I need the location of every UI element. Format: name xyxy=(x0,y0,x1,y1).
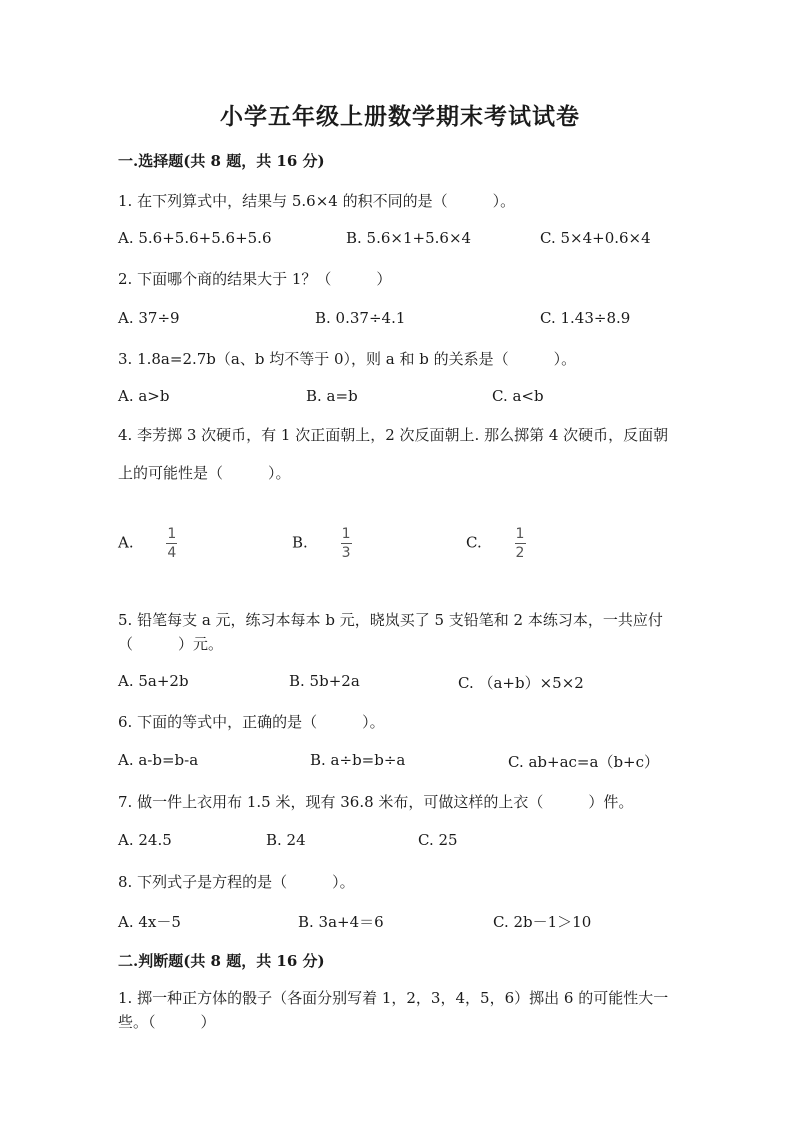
question-5-option-c: C. （a+b）×5×2 xyxy=(458,674,584,692)
question-4-option-c-label: C. xyxy=(466,533,482,552)
question-3-option-a: A. a>b xyxy=(118,387,170,405)
fraction-one-third xyxy=(341,526,352,561)
question-8: 8. 下列式子是方程的是（ ）。 xyxy=(118,873,355,891)
fraction-one-half xyxy=(515,526,526,561)
question-3-option-b: B. a=b xyxy=(306,387,358,405)
question-8-option-c: C. 2b－1＞10 xyxy=(493,913,592,931)
page-title: 小学五年级上册数学期末考试试卷 xyxy=(220,103,580,130)
fraction-numerator: 1 xyxy=(515,526,525,542)
question-7-option-b: B. 24 xyxy=(266,831,306,849)
question-8-option-a: A. 4x－5 xyxy=(118,913,181,931)
fraction-bar xyxy=(341,543,352,544)
question-1-option-b: B. 5.6×1+5.6×4 xyxy=(346,229,472,247)
fraction-denominator: 2 xyxy=(515,545,525,561)
question-1: 1. 在下列算式中，结果与 5.6×4 的积不同的是（ ）。 xyxy=(118,192,516,210)
question-5: 5. 铅笔每支 a 元，练习本每本 b 元，晓岚买了 5 支铅笔和 2 本练习本，一共应付（ ）元。 xyxy=(118,611,663,653)
fraction-bar xyxy=(515,543,526,544)
section-heading-choice: 一.选择题(共 8 题，共 16 分) xyxy=(118,152,325,170)
question-4-option-a-label: A. xyxy=(118,533,134,552)
fraction-numerator: 1 xyxy=(341,526,351,542)
question-4-option-a xyxy=(118,526,177,561)
question-1-option-c: C. 5×4+0.6×4 xyxy=(540,229,651,247)
question-6-option-a: A. a-b=b-a xyxy=(118,751,199,769)
question-5-option-b: B. 5b+2a xyxy=(289,672,360,690)
question-8-option-b: B. 3a+4＝6 xyxy=(298,913,384,931)
question-6-option-c: C. ab+ac=a（b+c） xyxy=(508,753,660,771)
question-3-option-c: C. a<b xyxy=(492,387,544,405)
judgement-question-1: 1. 掷一种正方体的骰子（各面分别写着 1，2，3，4，5，6）掷出 6 的可能性大一些。（ ） xyxy=(118,989,669,1031)
question-2-option-a: A. 37÷9 xyxy=(118,309,180,327)
question-6-option-b: B. a÷b=b÷a xyxy=(310,751,406,769)
fraction-denominator: 4 xyxy=(167,545,177,561)
fraction-one-quarter xyxy=(166,526,177,561)
question-5-option-a: A. 5a+2b xyxy=(118,672,189,690)
question-2-option-c: C. 1.43÷8.9 xyxy=(540,309,631,327)
question-7-option-c: C. 25 xyxy=(418,831,458,849)
question-4-option-b-label: B. xyxy=(292,533,308,552)
question-6: 6. 下面的等式中，正确的是（ ）。 xyxy=(118,713,385,731)
question-2: 2. 下面哪个商的结果大于 1？（ ） xyxy=(118,270,392,288)
question-4-option-c xyxy=(466,526,526,561)
fraction-bar xyxy=(166,543,177,544)
question-2-option-b: B. 0.37÷4.1 xyxy=(315,309,406,327)
question-1-option-a: A. 5.6+5.6+5.6+5.6 xyxy=(118,229,272,247)
fraction-denominator: 3 xyxy=(341,545,351,561)
question-4-option-b xyxy=(292,526,352,561)
question-7: 7. 做一件上衣用布 1.5 米，现有 36.8 米布，可做这样的上衣（ ）件。 xyxy=(118,793,634,811)
question-3: 3. 1.8a=2.7b（a、b 均不等于 0），则 a 和 b 的关系是（ ）。 xyxy=(118,350,577,368)
question-4: 4. 李芳掷 3 次硬币，有 1 次正面朝上，2 次反面朝上. 那么掷第 4 次硬币，反面朝上的可能性是（ ）。 xyxy=(118,426,669,482)
fraction-numerator: 1 xyxy=(167,526,177,542)
section-heading-judgement: 二.判断题(共 8 题，共 16 分) xyxy=(118,952,325,970)
question-7-option-a: A. 24.5 xyxy=(118,831,172,849)
